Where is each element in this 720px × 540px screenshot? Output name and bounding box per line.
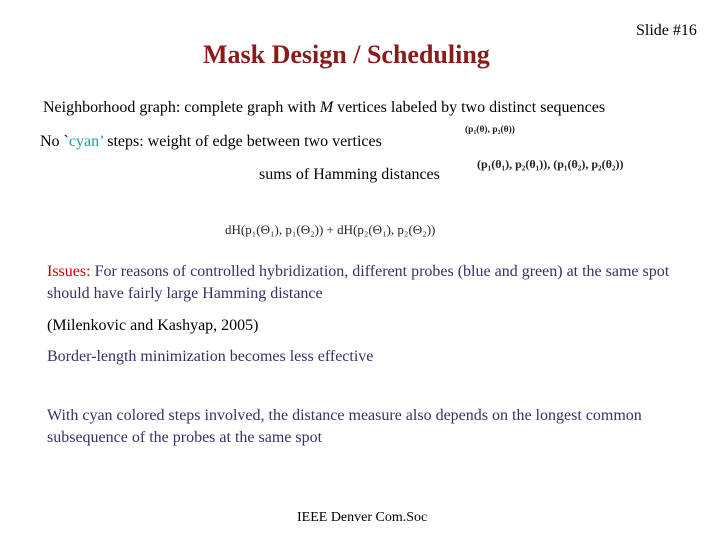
- issues-text: For reasons of controlled hybridization, different probes (blue and green) at the same spot should have fairly large Hamming distance: [47, 263, 670, 302]
- issues-paragraph: [47, 261, 687, 305]
- citation: (Milenkovic and Kashyap, 2005): [47, 317, 259, 334]
- issues-label: Issues:: [47, 263, 91, 280]
- cyan-word: cyan’: [68, 133, 104, 150]
- vertex-pair-formula: (p₁(θ₁), p₂(θ₁)), (p₁(θ₂), p₂(θ₂)): [477, 157, 624, 171]
- line2-post: steps: weight of edge between two vertices: [103, 133, 382, 150]
- border-length-text: Border-length minimization becomes less effective: [47, 348, 374, 365]
- neighborhood-graph-line: [43, 99, 605, 117]
- hamming-sum-line: sums of Hamming distances: [259, 166, 440, 183]
- slide-number: Slide #16: [636, 22, 697, 39]
- line1-pre: Neighborhood graph: complete graph with: [43, 99, 320, 116]
- vertex-label-formula: (p₁(θ), p₂(θ)): [465, 125, 515, 135]
- slide-title: Mask Design / Scheduling: [203, 40, 490, 69]
- no-cyan-steps-line: [40, 133, 382, 151]
- line1-post: vertices labeled by two distinct sequences: [333, 99, 606, 116]
- footer: IEEE Denver Com.Soc: [297, 510, 428, 525]
- hamming-sum-formula: dH(p₁(Θ₁), p₁(Θ₂)) + dH(p₂(Θ₁), p₂(Θ₂)): [225, 222, 436, 237]
- line2-pre: No `: [40, 133, 69, 150]
- variable-m: M: [319, 99, 334, 116]
- cyan-steps-paragraph: With cyan colored steps involved, the distance measure also depends on the longest common subsequence of the probes at the same spot: [47, 407, 642, 446]
